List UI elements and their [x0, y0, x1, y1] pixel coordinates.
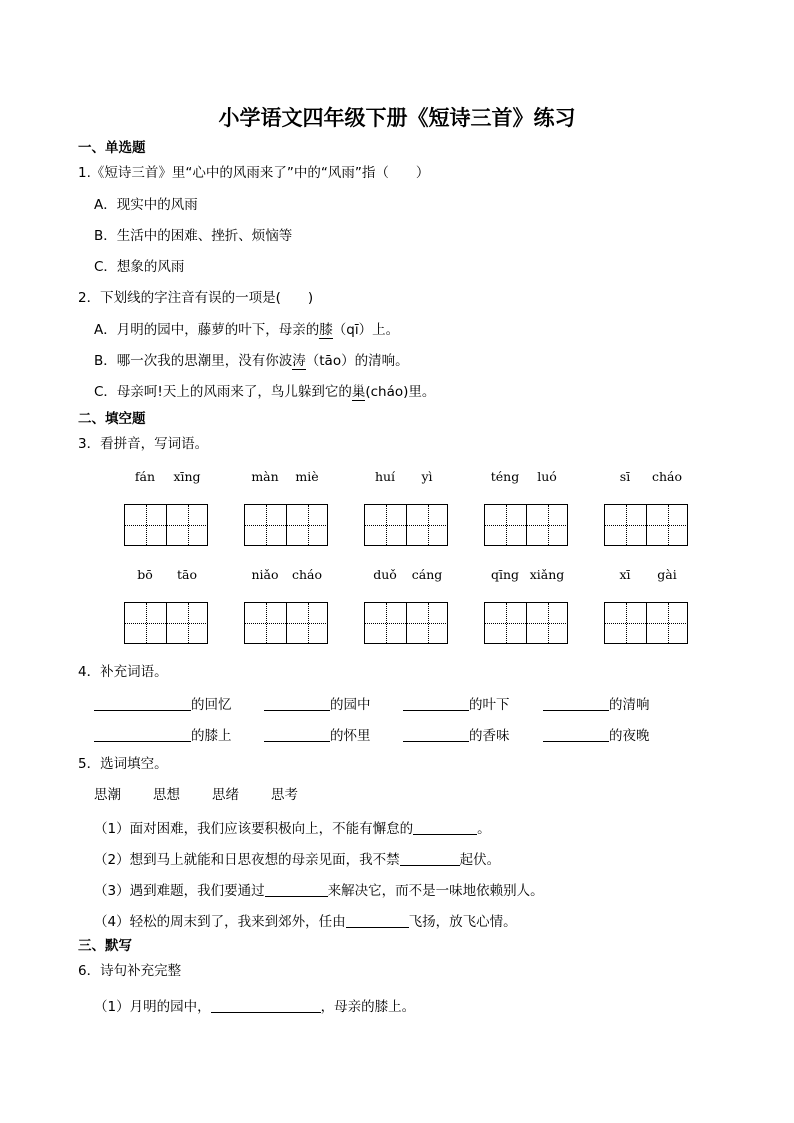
pinyin-label: luó [537, 469, 557, 484]
pinyin-label: duǒ [373, 567, 397, 582]
writing-grid[interactable] [244, 504, 328, 546]
pinyin-label: cáng [411, 567, 443, 582]
word-bank-item: 思考 [271, 787, 298, 803]
grid-cell[interactable] [527, 505, 568, 545]
grid-cell[interactable] [125, 505, 167, 545]
grid-cell[interactable] [407, 603, 448, 643]
fill-item [264, 727, 371, 744]
answer-blank[interactable] [346, 913, 409, 928]
pinyin-label: màn [251, 469, 279, 484]
grid-cell[interactable] [167, 505, 208, 545]
pinyin-label: miè [295, 469, 319, 484]
grid-cell[interactable] [485, 603, 527, 643]
question-5-sentence-4 [94, 913, 517, 930]
question-1-stem: 1.《短诗三首》里“心中的风雨来了”中的“风雨”指（ ） [78, 165, 430, 181]
pinyin-label: xīng [173, 469, 201, 484]
question-3-stem: 3．看拼音，写词语。 [78, 436, 209, 452]
pinyin-label: cháo [651, 469, 683, 484]
pinyin-label: fán [134, 469, 156, 484]
fill-item [94, 727, 232, 744]
grid-cell[interactable] [485, 505, 527, 545]
pinyin-label: xī [619, 567, 631, 582]
writing-grid[interactable] [244, 602, 328, 644]
fill-item [94, 696, 232, 713]
fill-item [403, 727, 510, 744]
answer-blank[interactable] [265, 882, 328, 897]
pinyin-label: cháo [291, 567, 323, 582]
pinyin-label: bō [137, 567, 153, 582]
grid-cell[interactable] [245, 603, 287, 643]
question-6-sentence-1 [94, 998, 415, 1015]
grid-cell[interactable] [125, 603, 167, 643]
fill-item-suffix: 的清响 [609, 697, 650, 713]
answer-blank[interactable] [403, 696, 469, 711]
answer-blank[interactable] [264, 727, 330, 742]
grid-cell[interactable] [365, 505, 407, 545]
pinyin-label: téng [490, 469, 520, 484]
fill-item-suffix: 的香味 [469, 728, 510, 744]
grid-cell[interactable] [527, 603, 568, 643]
writing-grid[interactable] [364, 602, 448, 644]
sentence-text-before: （4）轻松的周末到了，我来到郊外，任由 [94, 914, 346, 930]
option-b-underlined-char: 涛 [292, 353, 306, 369]
word-bank-item: 思潮 [94, 787, 121, 803]
fill-item-suffix: 的叶下 [469, 697, 510, 713]
sentence-text-after: ，母亲的膝上。 [320, 999, 416, 1015]
answer-blank[interactable] [264, 696, 330, 711]
option-c-text-after: (cháo)里。 [365, 384, 436, 400]
grid-cell[interactable] [167, 603, 208, 643]
word-bank-item: 思绪 [212, 787, 239, 803]
grid-cell[interactable] [287, 505, 328, 545]
fill-item [543, 696, 650, 713]
sentence-text-before: （1）月明的园中， [94, 999, 211, 1015]
section-heading-fill-in: 二、填空题 [78, 411, 146, 427]
answer-blank[interactable] [543, 696, 609, 711]
answer-blank[interactable] [94, 696, 191, 711]
writing-grid[interactable] [604, 602, 688, 644]
option-b-text-before: B．哪一次我的思潮里，没有你波 [94, 353, 293, 369]
sentence-text-after: 。 [477, 821, 491, 837]
fill-item [264, 696, 371, 713]
answer-blank[interactable] [211, 998, 321, 1013]
sentence-text-after: 飞扬，放飞心情。 [408, 914, 517, 930]
pinyin-label: gài [657, 567, 677, 582]
question-5-sentence-3 [94, 882, 544, 899]
writing-grid[interactable] [484, 602, 568, 644]
pinyin-label: niǎo [251, 567, 279, 582]
grid-cell[interactable] [407, 505, 448, 545]
fill-item-suffix: 的夜晚 [609, 728, 650, 744]
writing-grid[interactable] [124, 602, 208, 644]
answer-blank[interactable] [400, 851, 460, 866]
question-5-stem: 5．选词填空。 [78, 756, 168, 772]
option-b-text-after: （tāo）的清响。 [305, 353, 409, 369]
pinyin-label: tāo [176, 567, 197, 582]
sentence-text-before: （1）面对困难，我们应该要积极向上，不能有懈怠的 [94, 821, 414, 837]
section-heading-dictation: 三、默写 [78, 938, 132, 954]
question-2-option-b [94, 355, 409, 369]
grid-cell[interactable] [287, 603, 328, 643]
question-5-sentence-1 [94, 820, 491, 837]
section-heading-single-choice: 一、单选题 [78, 140, 146, 156]
grid-cell[interactable] [647, 603, 688, 643]
answer-blank[interactable] [94, 727, 191, 742]
answer-blank[interactable] [413, 820, 477, 835]
question-5-sentence-2 [94, 851, 500, 868]
pinyin-label: xiǎng [529, 567, 565, 582]
sentence-text-after: 来解决它，而不是一味地依赖别人。 [327, 883, 544, 899]
answer-blank[interactable] [543, 727, 609, 742]
question-2-stem: 2．下划线的字注音有误的一项是( ) [78, 290, 314, 306]
pinyin-label: qīng [490, 567, 520, 582]
fill-item [543, 727, 650, 744]
writing-grid[interactable] [604, 504, 688, 546]
question-1-option-c: C．想象的风雨 [94, 259, 185, 275]
option-a-text-before: A．月明的园中，藤萝的叶下，母亲的 [94, 322, 320, 338]
option-a-text-after: （qī）上。 [332, 322, 400, 338]
grid-cell[interactable] [365, 603, 407, 643]
pinyin-label: yì [421, 469, 433, 484]
sentence-text-before: （2）想到马上就能和日思夜想的母亲见面，我不禁 [94, 852, 400, 868]
fill-item-suffix: 的膝上 [191, 728, 232, 744]
option-a-underlined-char: 膝 [319, 322, 333, 338]
question-1-option-a: A．现实中的风雨 [94, 197, 198, 213]
sentence-text-before: （3）遇到难题，我们要通过 [94, 883, 265, 899]
pinyin-label: huí [374, 469, 396, 484]
option-c-text-before: C．母亲呵!天上的风雨来了，鸟儿躲到它的 [94, 384, 352, 400]
grid-cell[interactable] [647, 505, 688, 545]
grid-cell[interactable] [605, 505, 647, 545]
pinyin-label: sī [619, 469, 631, 484]
writing-grid[interactable] [484, 504, 568, 546]
question-2-option-c [94, 386, 435, 400]
sentence-text-after: 起伏。 [459, 852, 501, 868]
fill-item-suffix: 的怀里 [330, 728, 371, 744]
question-2-option-a [94, 324, 399, 338]
grid-cell[interactable] [245, 505, 287, 545]
question-6-stem: 6．诗句补充完整 [78, 963, 182, 979]
fill-item [403, 696, 510, 713]
writing-grid[interactable] [124, 504, 208, 546]
fill-item-suffix: 的回忆 [191, 697, 232, 713]
fill-item-suffix: 的园中 [330, 697, 371, 713]
word-bank-item: 思想 [153, 787, 180, 803]
question-4-stem: 4．补充词语。 [78, 664, 168, 680]
option-c-underlined-char: 巢 [351, 384, 366, 400]
question-1-option-b: B．生活中的困难、挫折、烦恼等 [94, 228, 293, 244]
page-title: 小学语文四年级下册《短诗三首》练习 [218, 105, 576, 130]
writing-grid[interactable] [364, 504, 448, 546]
grid-cell[interactable] [605, 603, 647, 643]
answer-blank[interactable] [403, 727, 469, 742]
